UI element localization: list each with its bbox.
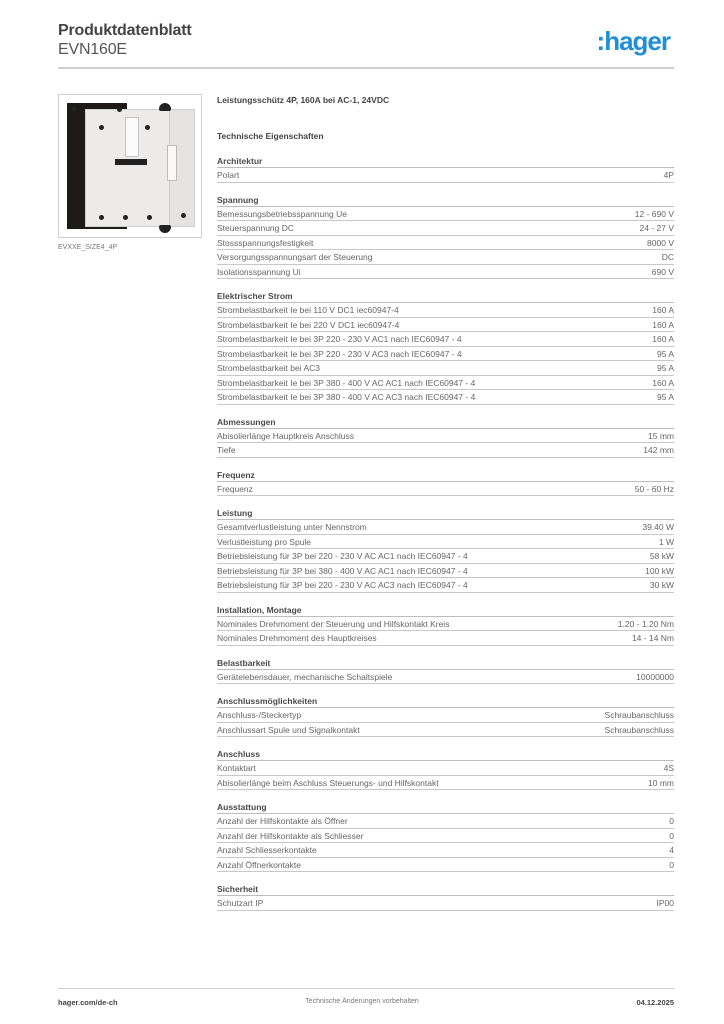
spec-label: Betriebsleistung für 3P bei 220 - 230 V AC AC3 nach IEC60947 - 4	[217, 580, 468, 590]
spec-row	[217, 429, 674, 444]
spec-label: Schutzart IP	[217, 898, 264, 908]
spec-label: Strombelastbarkeit Ie bei 3P 220 - 230 V AC1 nach IEC60947 - 4	[217, 334, 462, 344]
spec-section	[217, 289, 674, 405]
spec-row	[217, 896, 674, 911]
top-knob-icon	[159, 103, 171, 111]
footer-website-link[interactable]: hager.com/de-ch	[58, 998, 118, 1007]
spec-value: IP00	[656, 898, 674, 908]
spec-value: Schraubanschluss	[604, 724, 674, 735]
spec-label: Strombelastbarkeit bei AC3	[217, 363, 320, 373]
spec-row	[217, 858, 674, 873]
spec-value: 95 A	[656, 363, 674, 373]
spec-row	[217, 236, 674, 251]
section-title: Elektrischer Strom	[217, 289, 674, 303]
spec-value: 0	[669, 859, 674, 870]
spec-value: 14 - 14 Nm	[631, 633, 674, 643]
section-title: Anschluss	[217, 747, 674, 761]
spec-value: 30 kW	[649, 580, 674, 590]
spec-value: 10000000	[636, 671, 674, 682]
spec-section	[217, 656, 674, 685]
spec-row	[217, 361, 674, 376]
spec-value: 12 - 690 V	[634, 208, 674, 219]
spec-section	[217, 747, 674, 790]
spec-label: Betriebsleistung für 3P bei 380 - 400 V AC AC1 nach IEC60947 - 4	[217, 565, 468, 576]
spec-row	[217, 390, 674, 405]
spec-value: DC	[661, 252, 674, 262]
section-title: Anschlussmöglichkeiten	[217, 694, 674, 708]
spec-label: Anzahl der Hilfskontakte als Schliesser	[217, 830, 364, 841]
spec-row	[217, 776, 674, 791]
screw-icon	[71, 107, 76, 112]
spec-value: 39.40 W	[642, 522, 674, 532]
spec-sections	[217, 154, 674, 911]
spec-label: Anzahl Schliesserkontakte	[217, 845, 317, 855]
section-title: Spannung	[217, 193, 674, 207]
section-title: Frequenz	[217, 468, 674, 482]
spec-row	[217, 617, 674, 632]
spec-value: 0	[669, 830, 674, 841]
spec-label: Bemessungsbetriebsspannung Ue	[217, 208, 347, 219]
footer-disclaimer: Technische Änderungen vorbehalten	[305, 998, 419, 1005]
spec-label: Steuerspannung DC	[217, 223, 295, 233]
spec-row	[217, 482, 674, 497]
hager-logo: :hager	[596, 26, 670, 56]
spec-row	[217, 564, 674, 579]
screw-icon	[145, 125, 150, 130]
section-title: Sicherheit	[217, 882, 674, 896]
footer-date: 04.12.2025	[636, 998, 674, 1007]
spec-value: 95 A	[656, 348, 674, 359]
document-title: Produktdatenblatt	[58, 22, 192, 39]
spec-row	[217, 520, 674, 535]
screw-icon	[99, 125, 104, 130]
spec-value: 160 A	[652, 334, 674, 344]
spec-row	[217, 814, 674, 829]
spec-value: 1 W	[658, 536, 674, 547]
spec-section	[217, 415, 674, 458]
spec-label: Polart	[217, 170, 240, 180]
spec-section	[217, 506, 674, 593]
spec-row	[217, 843, 674, 858]
spec-section	[217, 800, 674, 872]
spec-label: Abisolierlänge beim Aschluss Steuerungs- und Hilfskontakt	[217, 777, 439, 788]
contactor-aux-terminal	[167, 145, 177, 181]
spec-value: 160 A	[652, 377, 674, 388]
spec-label: Strombelastbarkeit Ie bei 220 V DC1 iec60947-4	[217, 319, 400, 330]
spec-row	[217, 332, 674, 347]
section-title: Installation, Montage	[217, 603, 674, 617]
spec-row	[217, 221, 674, 236]
spec-value: 1.20 - 1.20 Nm	[617, 618, 674, 629]
product-description: Leistungsschütz 4P, 160A bei AC-1, 24VDC	[217, 95, 390, 105]
spec-label: Frequenz	[217, 483, 253, 494]
spec-section	[217, 882, 674, 911]
spec-value: 8000 V	[647, 237, 674, 248]
spec-label: Anschluss-/Steckertyp	[217, 710, 302, 720]
product-image	[58, 94, 202, 238]
spec-row	[217, 829, 674, 844]
spec-value: 4S	[663, 763, 674, 773]
product-code: EVN160E	[58, 41, 127, 58]
spec-section	[217, 154, 674, 183]
section-title: Leistung	[217, 506, 674, 520]
spec-value: 100 kW	[645, 565, 674, 576]
spec-row	[217, 670, 674, 685]
spec-row	[217, 708, 674, 723]
technical-properties-heading: Technische Eigenschaften	[217, 131, 324, 141]
spec-value: Schraubanschluss	[604, 710, 674, 720]
spec-row	[217, 318, 674, 333]
spec-value: 50 - 60 Hz	[634, 483, 674, 494]
spec-label: Betriebsleistung für 3P bei 220 - 230 V AC AC1 nach IEC60947 - 4	[217, 551, 468, 561]
spec-label: Kontaktart	[217, 763, 256, 773]
spec-label: Nominales Drehmoment der Steuerung und Hilfskontakt Kreis	[217, 618, 450, 629]
spec-label: Anzahl der Hilfskontakte als Öffner	[217, 816, 348, 826]
screw-icon	[117, 107, 122, 112]
spec-value: 24 - 27 V	[639, 223, 674, 233]
spec-label: Versorgungsspannungsart der Steuerung	[217, 252, 373, 262]
spec-label: Strombelastbarkeit Ie bei 3P 380 - 400 V AC AC1 nach IEC60947 - 4	[217, 377, 476, 388]
spec-row	[217, 761, 674, 776]
section-title: Abmessungen	[217, 415, 674, 429]
spec-label: Abisolierlänge Hauptkreis Anschluss	[217, 430, 355, 441]
spec-value: 690 V	[651, 266, 674, 277]
spec-row	[217, 168, 674, 183]
screw-icon	[123, 215, 128, 220]
spec-row	[217, 207, 674, 222]
spec-section	[217, 603, 674, 646]
spec-label: Strombelastbarkeit Ie bei 110 V DC1 iec60947-4	[217, 305, 399, 315]
page-header	[58, 20, 674, 68]
spec-section	[217, 468, 674, 497]
spec-label: Stossspannungsfestigkeit	[217, 237, 314, 248]
product-specifications	[217, 94, 674, 921]
spec-value: 95 A	[656, 392, 674, 402]
footer-divider	[58, 988, 674, 989]
spec-row	[217, 303, 674, 318]
section-title: Architektur	[217, 154, 674, 168]
spec-value: 160 A	[652, 305, 674, 315]
bottom-knob-icon	[159, 225, 171, 233]
spec-row	[217, 265, 674, 280]
section-title: Belastbarkeit	[217, 656, 674, 670]
spec-label: Isolationsspannung Ui	[217, 266, 301, 277]
spec-label: Gerätelebensdauer, mechanische Schaltspiele	[217, 671, 393, 682]
spec-value: 142 mm	[643, 445, 674, 455]
spec-row	[217, 535, 674, 550]
spec-value: 58 kW	[649, 551, 674, 561]
spec-row	[217, 549, 674, 564]
spec-value: 4	[669, 845, 674, 855]
spec-value: 0	[669, 816, 674, 826]
spec-label: Tiefe	[217, 445, 236, 455]
spec-row	[217, 443, 674, 458]
contactor-indicator-window	[125, 117, 139, 157]
spec-section	[217, 694, 674, 737]
spec-row	[217, 347, 674, 362]
header-divider	[58, 67, 674, 69]
screw-icon	[147, 215, 152, 220]
spec-row	[217, 376, 674, 391]
section-title: Ausstattung	[217, 800, 674, 814]
spec-row	[217, 250, 674, 265]
spec-row	[217, 578, 674, 593]
spec-label: Nominales Drehmoment des Hauptkreises	[217, 633, 377, 643]
image-caption: EVXXE_SIZE4_4P	[58, 244, 118, 251]
spec-label: Strombelastbarkeit Ie bei 3P 380 - 400 V AC AC3 nach IEC60947 - 4	[217, 392, 476, 402]
spec-value: 160 A	[652, 319, 674, 330]
spec-value: 4P	[663, 170, 674, 180]
spec-row	[217, 723, 674, 738]
spec-value: 15 mm	[648, 430, 674, 441]
spec-section	[217, 193, 674, 280]
screw-icon	[99, 215, 104, 220]
screw-icon	[181, 213, 186, 218]
spec-label: Strombelastbarkeit Ie bei 3P 220 - 230 V AC3 nach IEC60947 - 4	[217, 348, 462, 359]
spec-value: 10 mm	[648, 777, 674, 788]
spec-label: Verlustleistung pro Spule	[217, 536, 312, 547]
contactor-actuator-bar	[115, 159, 147, 165]
spec-label: Anzahl Öffnerkontakte	[217, 859, 301, 870]
spec-label: Anschlussart Spule und Signalkontakt	[217, 724, 360, 735]
spec-label: Gesamtverlustleistung unter Nennstrom	[217, 522, 367, 532]
spec-row	[217, 631, 674, 646]
